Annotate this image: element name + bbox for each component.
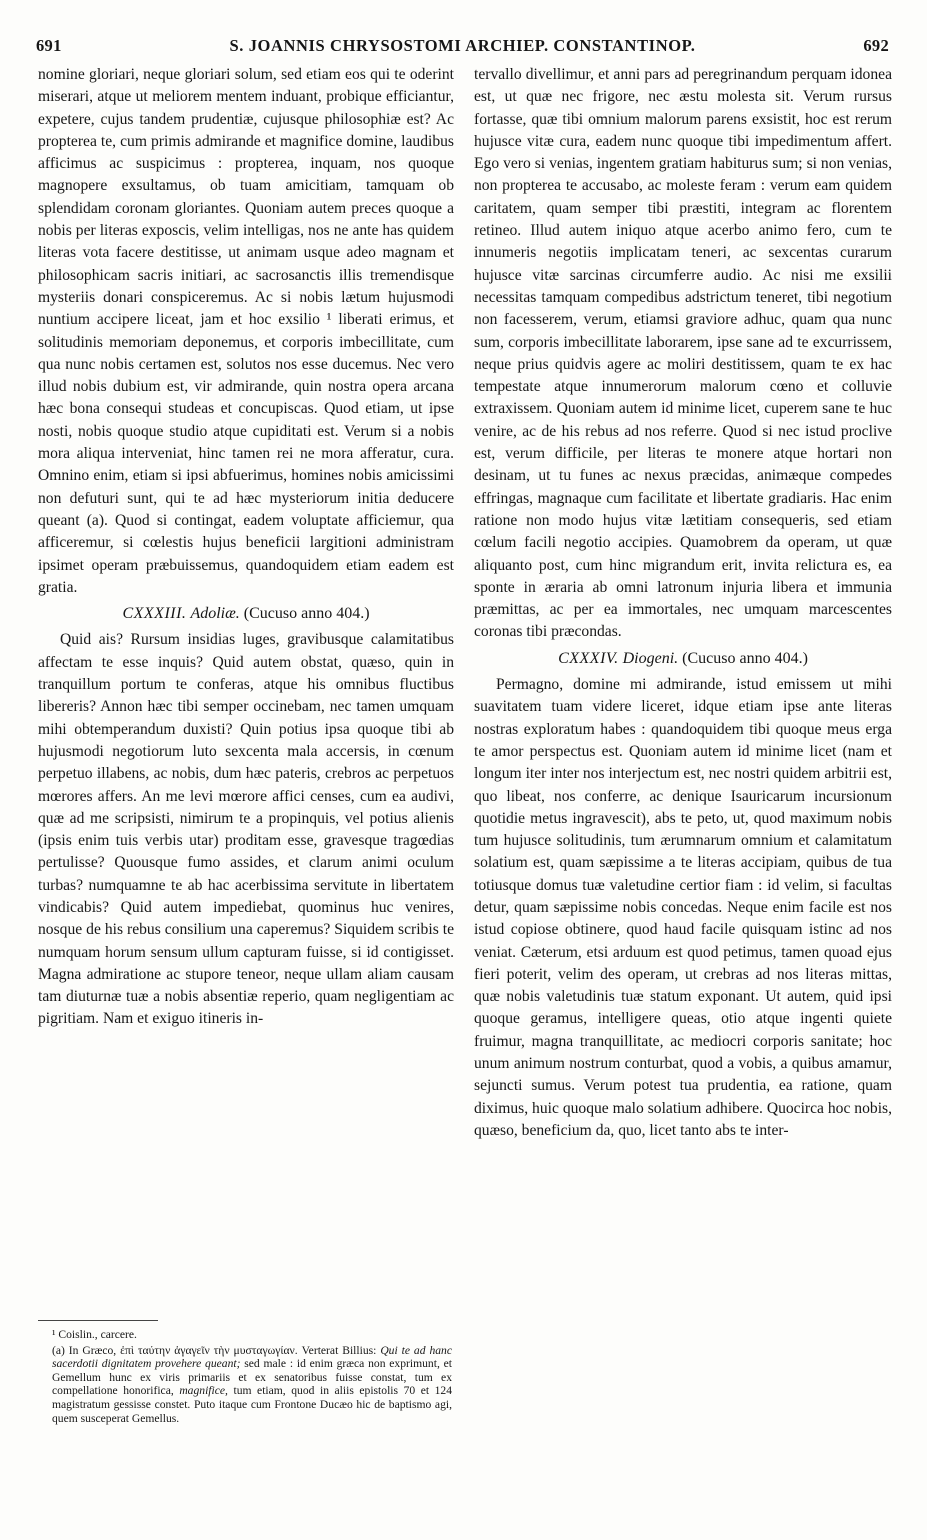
letter-133-continuation: tervallo divellimur, et anni pars ad peregrinandum perquam idonea est, ut quæ nec frigore, nec æstu molesta sit. Verum rursus fortasse, quæ tibi omnium malorum parens exsistit, hoc est rerum hujusce vitæ cura, eadem nunc quoque tibi impedimentum affert. Ego vero si venias, ingentem gratiam habiturus sum; si non venias, non propterea te accusabo, ac moleste feram : verum eam quidem caritatem, quam semper tibi præstiti, integram ac florentem retineo. Illud autem iniquo atque acerbo animo fero, cum te innumeris negotiis implicatam teneri, ac sexcentas curarum hujusce vitæ sarcinas circumferre audio. Ac nisi me exsilii necessitas tamquam compedibus adstrictum teneret, tibi negotium non facesserem, verum, etiamsi graviore adhuc, quam qua nunc sum, corporis imbecillitate laborarem, ipse sane ad te excurrissem, neque prius quidvis agere ac moliri destitissem, quam te ex hac tempestate atque innumerorum malorum cœno et colluvie extraxissem. Quoniam autem id minime licet, cuperem sane te huc venire, ac de his rebus ad nos referre. Quod si nec istud proclive est, verum difficile, per literas te monere atque hortari non desinam, ut tu funes ac nexus præcidas, animæque compedes effringas, magnaque cum facilitate et libertate gradiaris. Hac enim ratione non modo hujus vitæ lætitiam consequeris, sed etiam cœlum facili negotio accipies. Quamobrem da operam, ut quæ aliquanto post, cum hinc migrandum erit, invita relictura es, ea sponte in æraria ab omni latronum injuria libera et immunia præmittas, ac per ea immortales, nec umquam marcescentes coronas tibi præcondas. [474,66,892,641]
letter-134-addressee: Diogeni. [622,649,679,667]
footnote-a-intro: (a) In Græco, ἐπὶ ταύτην ἀγαγεῖν τὴν μυσταγωγίαν. Verterat Billius: [52,1343,377,1357]
page-number-right: 692 [863,36,889,55]
letter-133-heading [38,603,454,625]
letter-133-number: CXXXIII. [122,605,187,623]
letter-133-place-date: (Cucuso anno 404.) [243,605,370,623]
running-title: S. JOANNIS CHRYSOSTOMI ARCHIEP. CONSTANTINOP. [229,36,696,55]
left-column [38,64,454,1031]
page-number-left: 691 [36,36,62,55]
footnotes [52,1328,452,1427]
letter-133-text: Quid ais? Rursum insidias luges, gravibusque calamitatibus affectam te esse inquis? Quid autem obstat, quæso, quin in tranquillum portum te conferas, atque his omnibus fluctibus libereris? Annon hæc tibi semper occinebam, nec tamen umquam mihi obtemperandum duxisti? Quin potius ipsa quoque tibi ab hujusmodi negotiorum luto sexcenta mala accersis, in cœnum perpetuo illabens, ac nobis, dum hæc pateris, crebros ac perpetuos mœrores affers. An me levi mœrore affici censes, cum ea audivi, quæ ad me scripsisti, nimirum te a propinquis, vel potius alienis (ipsis enim tuis verbis utar) proditam esse, gravesque tragœdias pertulisse? Quousque fumo assides, et clarum animi oculum turbas? numquamne te ab hac acerbissima servitute in libertatem vindicabis? Quid autem impediebat, quominus huc venires, nosque de his rebus consilium una caperemus? Siquidem scribis te numquam horum sensum ullum capturam fuisse, si id contigisset. Magna admiratione ac stupore teneor, neque ullam aliam causam tam diuturnæ tuæ a nobis absentiæ reperio, quam negligentiam ac pigritiam. Nam et exiguo itineris in- [38,631,454,1028]
footnote-a-mid: sed male : id enim græca non exprimunt, et Gemellum hunc ex viris primariis et ex senatoribus fuisse constat, tum ex compellatione honorifica, [52,1357,452,1398]
footnote-rule [38,1320,158,1321]
running-head [36,36,889,60]
footnote-a-term: magnifice, [179,1384,228,1398]
footnote-a-end: tum etiam, quod in aliis epistolis 70 et 124 magistratum gessisse constet. Puto itaque cum Frontone Ducæo hic de baptismo agi, quem susceperat Gemellus. [52,1384,452,1425]
letter-134-heading [474,648,892,670]
letter-132-continuation: nomine gloriari, neque gloriari solum, sed etiam eos qui te oderint miserari, atque ut meliorem mentem induant, probique efficiantur, expetere, cujus tandem prudentiæ, cujusque philosophiæ est? Ac propterea te, cum primis admirande et magnifice domine, laudibus afficimus ac suspicimus : propterea, inquam, nos quoque magnopere exsultamus, ob tuam amicitiam, tamquam ob splendidam coronam gloriantes. Quoniam autem preces quoque a nobis per literas exposcis, velim intelligas, nos ne ante has quidem literas vota facere destitisse, ut animam usque adeo magnam et philosophicam sacris initiari, ac sacrosanctis illis tremendisque mysteriis donari conspiceremus. Ac si nobis lætum hujusmodi nuntium accipere liceat, jam et hoc exsilio ¹ liberati erimus, et solitudinis memoriam deponemus, et corporis imbecillitate, cum qua nunc nobis certamen est, solutos nos esse ducemus. Nec vero illud nobis dubium est, vir admirande, quin nostra opera arcana hæc bona consequi studeas et concupiscas. Quod etiam, ut ipse nosti, nobis quoque studio atque cupiditati est. Verum si a nobis mora aliqua interveniat, hinc tamen rei ne mora afferatur, cura. Omnino enim, etiam si ipsi abfuerimus, homines nobis amicissimi non defuturi sunt, qui te ad hæc mysteriorum initia deducere queant (a). Quod si contingat, eadem voluptate afficiemur, qua afficeremur, si cœlestis hujus beneficii largitioni administram ipsimet operam præbuissemus, quandoquidem etiam eadem est gratia. [38,66,454,596]
letter-134-number: CXXXIV. [558,649,619,667]
right-column [474,64,892,1142]
footnote-1: ¹ Coislin., carcere. [52,1328,137,1341]
footnote-a-quote: Qui te ad hanc sacerdotii dignitatem provehere queant; [52,1343,452,1371]
letter-134-place-date: (Cucuso anno 404.) [682,649,808,667]
footnote-a [52,1344,452,1426]
letter-133-addressee: Adoliæ. [190,605,240,623]
letter-134-text: Permagno, domine mi admirande, istud emissem ut mihi suavitatem tuam videre liceret, idque etiam ipse ante literas nostras exploratum habes : quandoquidem tibi quoque meus erga te amor perspectus est. Quoniam autem id minime licet (nam et longum iter inter nos interjectum est, nec nostri quidem arbitrii est, quo libeat, nos conferre, ac denique Isauricarum incursionum quotidie metus ingravescit), abs te peto, ut, quod maximum nobis tum hujusce solitudinis, tum ærumnarum omnium et calamitatum solatium est, quam sæpissime a te literas accipiam, quibus de tua totiusque domus tuæ valetudine certior fiam : id velim, si facultas detur, quam sæpissime nobis concedas. Neque enim facile est nos istud copiose obtinere, quod haud facile quisquam istinc ad nos veniat. Cæterum, etsi arduum est quod petimus, tamen quoad ejus fieri poterit, velim des operam, ut crebras ad nos literas mittas, quæ nobis valetudinis tuæ statum exponant. Ut autem, quid ipsi quoque geramus, intelligere queas, otio atque ingenti quiete fruimur, magna tranquillitate, ac mediocri corporis sanitate; hoc unum animum nostrum conturbat, quod a vobis, a quibus amamur, sejuncti sumus. Verum potest tua prudentia, ea ratione, quam diximus, huic quoque malo solatium adhibere. Quocirca hoc nobis, quæso, beneficium da, quo, licet tanto abs te inter- [474,676,892,1139]
